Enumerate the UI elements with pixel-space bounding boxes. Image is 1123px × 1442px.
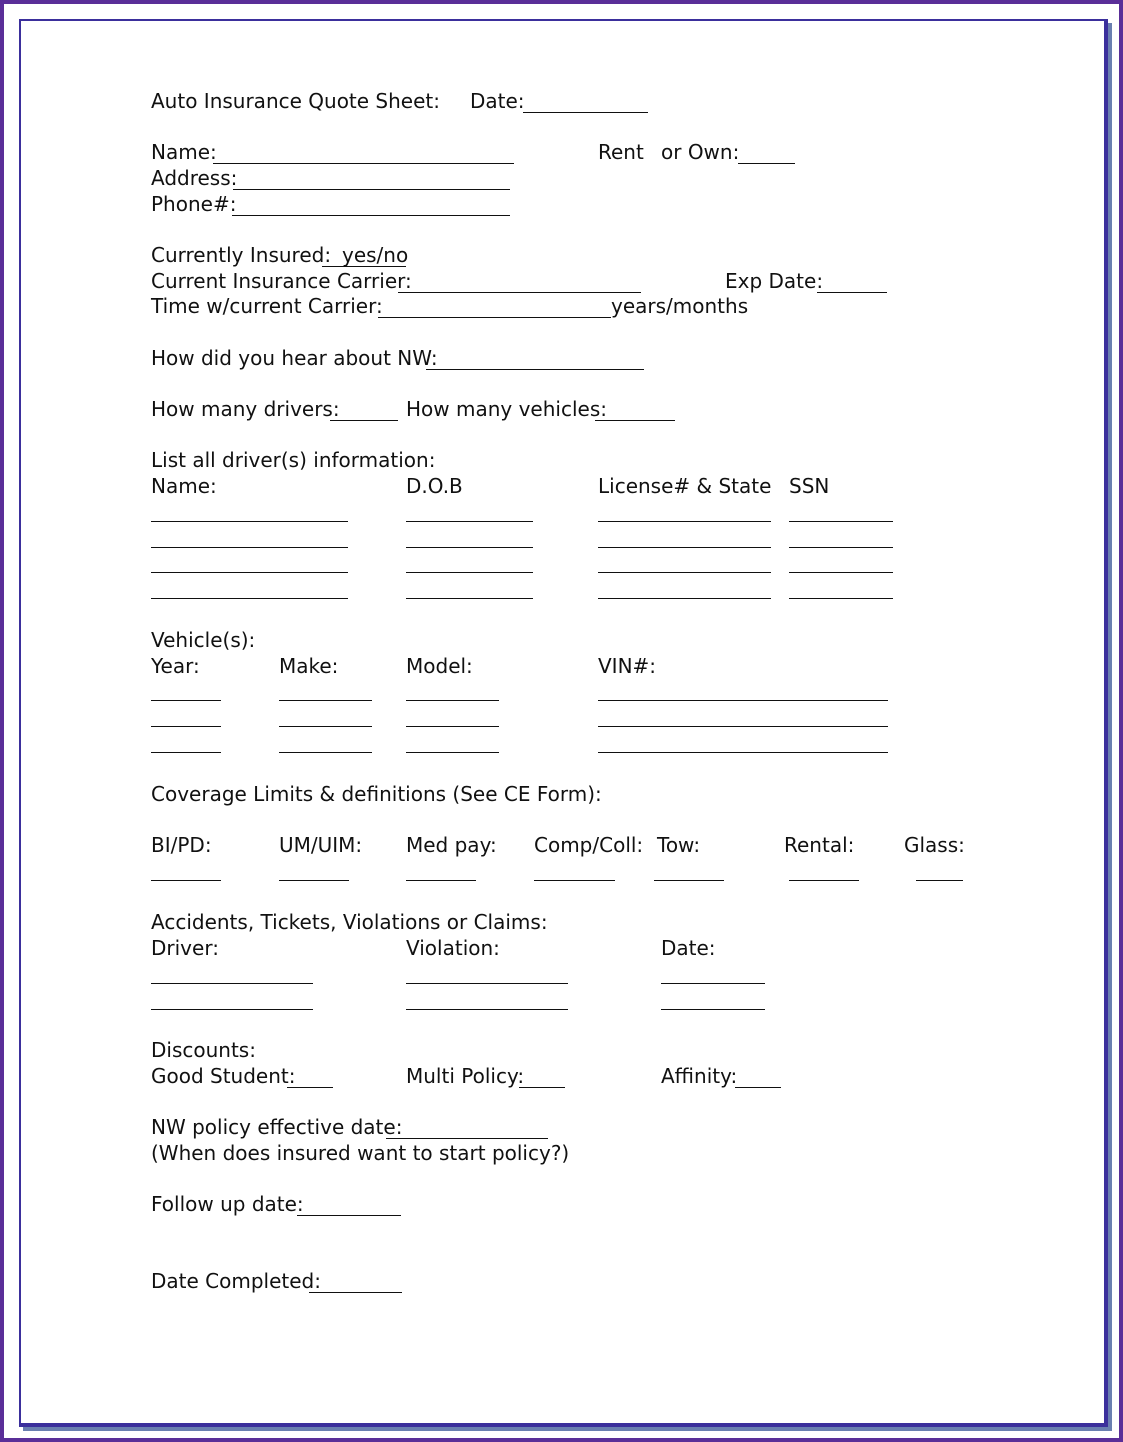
driver-dob-field[interactable] <box>406 547 533 548</box>
driver-ssn-field[interactable] <box>789 521 893 522</box>
discounts-heading: Discounts: <box>151 1038 256 1062</box>
vehicle-year-field[interactable] <box>151 700 221 701</box>
coverage-glass-field[interactable] <box>916 880 963 881</box>
violation-description-field[interactable] <box>406 983 568 984</box>
coverage-bipd-label: BI/PD: <box>151 833 212 857</box>
drivers-heading: List all driver(s) information: <box>151 448 436 472</box>
name-field[interactable] <box>213 163 514 164</box>
own-label: or Own: <box>661 140 740 164</box>
time-carrier-label: Time w/current Carrier: <box>151 294 383 318</box>
violations-heading: Accidents, Tickets, Violations or Claims: <box>151 910 548 934</box>
phone-label: Phone#: <box>151 192 237 216</box>
drivers-count-field[interactable] <box>330 420 398 421</box>
coverage-umuim-field[interactable] <box>279 880 349 881</box>
affinity-field[interactable] <box>735 1087 781 1088</box>
effective-date-note: (When does insured want to start policy?) <box>151 1141 570 1165</box>
violation-col-violation: Violation: <box>406 936 500 960</box>
exp-date-label: Exp Date: <box>725 269 824 293</box>
drivers-count-label: How many drivers: <box>151 397 340 421</box>
phone-field[interactable] <box>232 215 510 216</box>
vehicle-col-year: Year: <box>151 654 200 678</box>
rent-own-field[interactable] <box>738 163 795 164</box>
coverage-glass-label: Glass: <box>904 833 965 857</box>
driver-name-field[interactable] <box>151 572 348 573</box>
coverage-medpay-field[interactable] <box>406 880 476 881</box>
name-label: Name: <box>151 140 217 164</box>
violation-description-field[interactable] <box>406 1009 568 1010</box>
form-title: Auto Insurance Quote Sheet: <box>151 89 440 113</box>
vehicle-col-vin: VIN#: <box>598 654 657 678</box>
date-label: Date: <box>470 89 525 113</box>
driver-license-field[interactable] <box>598 572 771 573</box>
vehicle-make-field[interactable] <box>279 752 372 753</box>
driver-col-name: Name: <box>151 474 217 498</box>
driver-name-field[interactable] <box>151 598 348 599</box>
good-student-label: Good Student: <box>151 1064 296 1088</box>
coverage-bipd-field[interactable] <box>151 880 221 881</box>
effective-date-field[interactable] <box>386 1138 548 1139</box>
violation-driver-field[interactable] <box>151 983 313 984</box>
coverage-compcoll-label: Comp/Coll: <box>534 833 644 857</box>
effective-date-label: NW policy effective date: <box>151 1115 403 1139</box>
hear-about-label: How did you hear about NW: <box>151 346 438 370</box>
good-student-field[interactable] <box>287 1087 333 1088</box>
vehicles-count-label: How many vehicles: <box>406 397 607 421</box>
driver-col-license: License# & State <box>598 474 772 498</box>
driver-license-field[interactable] <box>598 521 771 522</box>
violation-date-field[interactable] <box>661 983 765 984</box>
currently-insured-label: Currently Insured: <box>151 243 332 267</box>
violation-col-driver: Driver: <box>151 936 219 960</box>
hear-about-field[interactable] <box>426 369 644 370</box>
violation-date-field[interactable] <box>661 1009 765 1010</box>
driver-license-field[interactable] <box>598 547 771 548</box>
vehicles-count-field[interactable] <box>595 420 675 421</box>
vehicle-model-field[interactable] <box>406 752 499 753</box>
address-label: Address: <box>151 166 238 190</box>
vehicle-year-field[interactable] <box>151 752 221 753</box>
date-completed-label: Date Completed: <box>151 1269 321 1293</box>
coverage-rental-field[interactable] <box>789 880 859 881</box>
affinity-label: Affinity: <box>661 1064 738 1088</box>
driver-col-dob: D.O.B <box>406 474 463 498</box>
vehicle-make-field[interactable] <box>279 700 372 701</box>
address-field[interactable] <box>233 189 510 190</box>
vehicles-heading: Vehicle(s): <box>151 628 256 652</box>
multi-policy-label: Multi Policy: <box>406 1064 525 1088</box>
coverage-tow-label: Tow: <box>657 833 701 857</box>
rent-label: Rent <box>598 140 644 164</box>
vehicle-vin-field[interactable] <box>598 726 888 727</box>
driver-ssn-field[interactable] <box>789 572 893 573</box>
driver-dob-field[interactable] <box>406 572 533 573</box>
vehicle-model-field[interactable] <box>406 726 499 727</box>
multi-policy-field[interactable] <box>519 1087 565 1088</box>
coverage-tow-field[interactable] <box>654 880 724 881</box>
coverage-medpay-label: Med pay: <box>406 833 497 857</box>
carrier-field[interactable] <box>398 292 641 293</box>
violation-driver-field[interactable] <box>151 1009 313 1010</box>
vehicle-col-make: Make: <box>279 654 339 678</box>
coverage-umuim-label: UM/UIM: <box>279 833 363 857</box>
form-page <box>19 19 1108 1427</box>
coverage-compcoll-field[interactable] <box>534 880 615 881</box>
vehicle-vin-field[interactable] <box>598 700 888 701</box>
driver-name-field[interactable] <box>151 547 348 548</box>
driver-ssn-field[interactable] <box>789 598 893 599</box>
date-field[interactable] <box>523 112 648 113</box>
driver-name-field[interactable] <box>151 521 348 522</box>
driver-ssn-field[interactable] <box>789 547 893 548</box>
vehicle-vin-field[interactable] <box>598 752 888 753</box>
coverage-heading: Coverage Limits & definitions (See CE Form): <box>151 782 602 806</box>
time-carrier-field[interactable] <box>378 317 611 318</box>
violation-col-date: Date: <box>661 936 716 960</box>
follow-up-field[interactable] <box>297 1215 401 1216</box>
vehicle-year-field[interactable] <box>151 726 221 727</box>
time-units: years/months <box>611 294 749 318</box>
coverage-rental-label: Rental: <box>784 833 855 857</box>
driver-license-field[interactable] <box>598 598 771 599</box>
vehicle-col-model: Model: <box>406 654 473 678</box>
follow-up-label: Follow up date: <box>151 1192 304 1216</box>
driver-dob-field[interactable] <box>406 521 533 522</box>
vehicle-make-field[interactable] <box>279 726 372 727</box>
currently-insured-value: yes/no <box>342 243 409 267</box>
vehicle-model-field[interactable] <box>406 700 499 701</box>
exp-date-field[interactable] <box>817 292 887 293</box>
driver-col-ssn: SSN <box>789 474 830 498</box>
date-completed-field[interactable] <box>309 1292 402 1293</box>
carrier-label: Current Insurance Carrier: <box>151 269 412 293</box>
driver-dob-field[interactable] <box>406 598 533 599</box>
